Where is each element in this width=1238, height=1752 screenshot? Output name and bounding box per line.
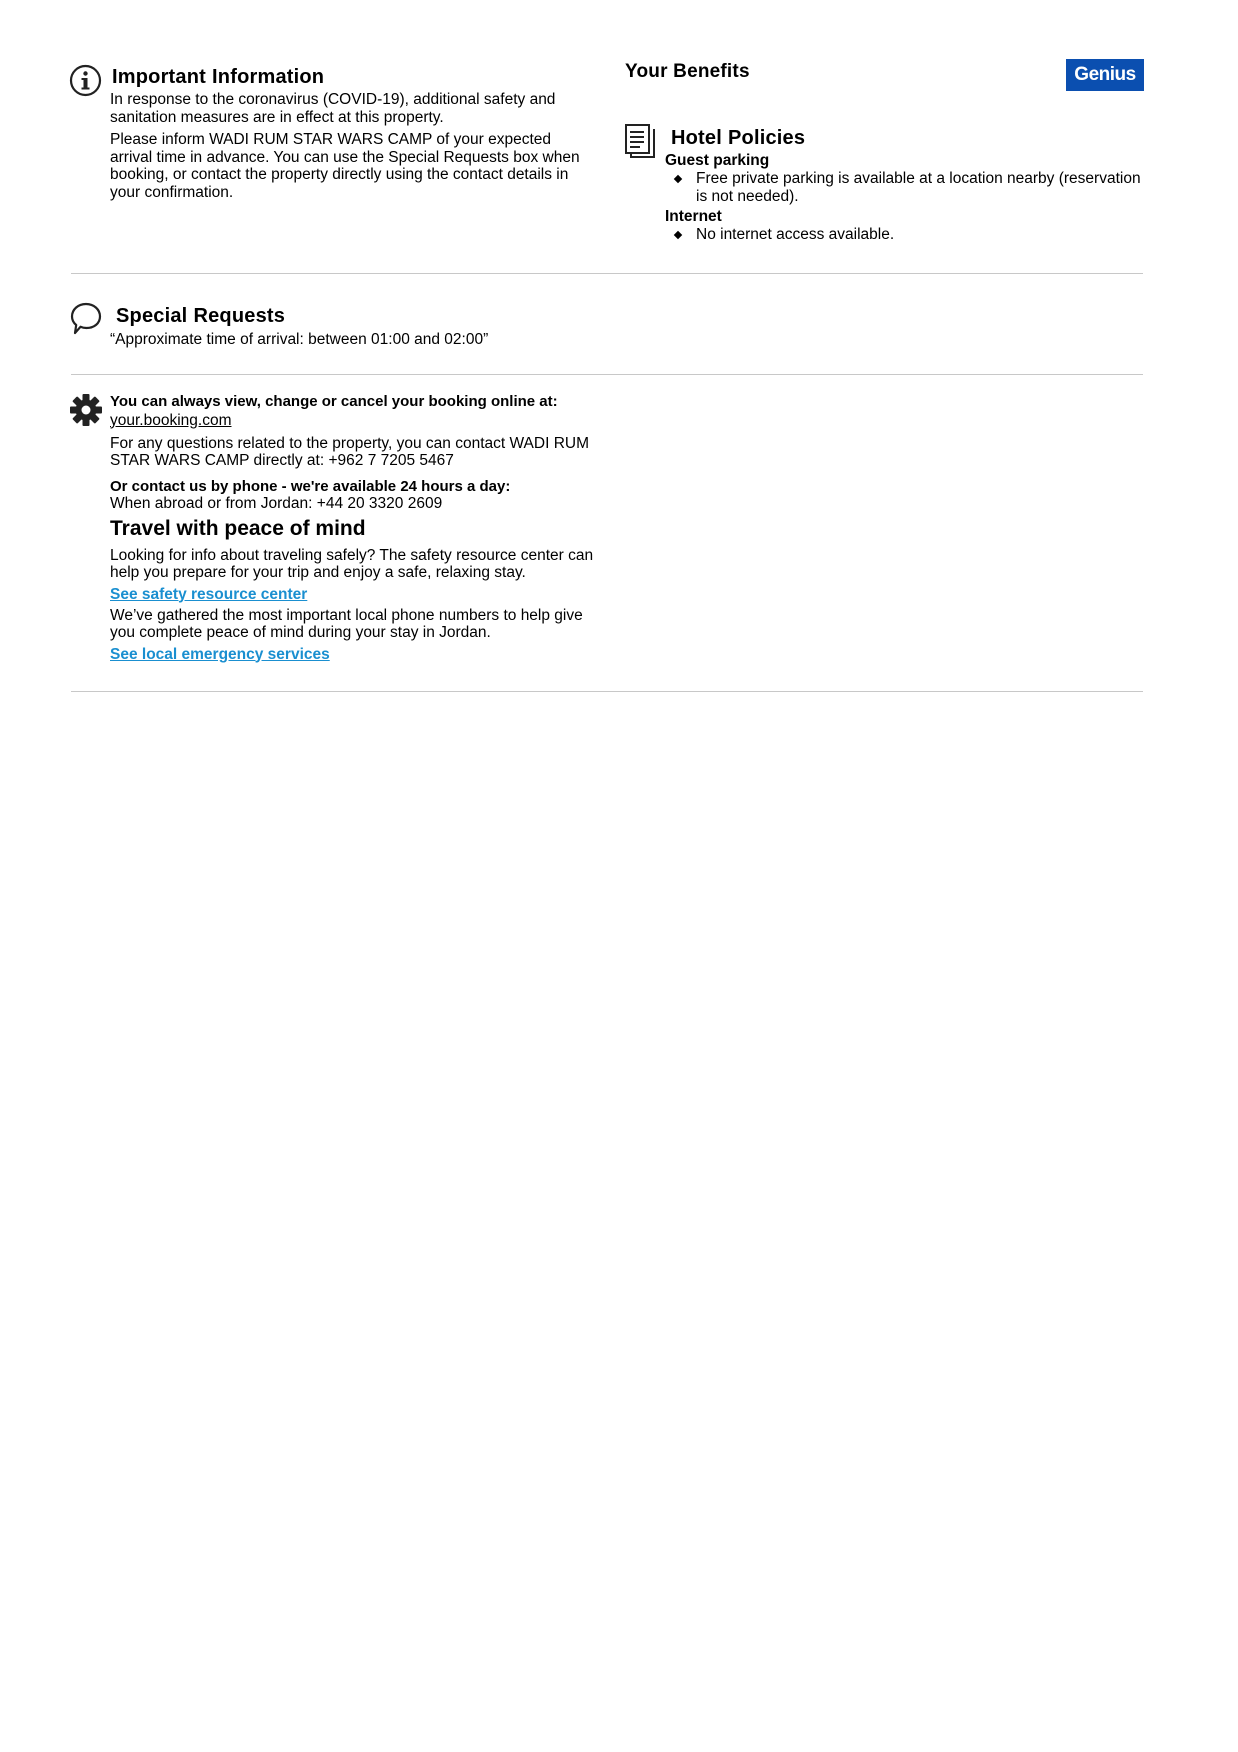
policy-list [665,170,1145,205]
genius-badge: Genius [1066,59,1144,91]
divider [71,273,1143,274]
phone-contact-notice: Or contact us by phone - we're available 24 hours a day: [110,477,511,495]
important-information-body [110,91,590,201]
gear-icon [69,393,103,427]
special-requests-title: Special Requests [116,305,286,327]
your-benefits-title: Your Benefits [625,61,750,82]
speech-bubble-icon [69,301,103,337]
policy-group-label: Internet [665,208,722,225]
document-icon [624,123,656,159]
special-request-text: “Approximate time of arrival: between 01:00 and 02:00” [110,331,489,348]
manage-booking-section [110,393,610,664]
arrival-notice: Please inform WADI RUM STAR WARS CAMP of your expected arrival time in advance. You can use the Special Requests box when booking, or contact the property directly using the contact details in your confirmation. [110,131,580,201]
divider [71,691,1143,692]
list-item: Free private parking is available at a location nearby (reservation is not needed). [665,170,1145,205]
phone-line: When abroad or from Jordan: +44 20 3320 2609 [110,495,443,512]
local-emergency-services-link[interactable]: See local emergency services [110,645,330,663]
hotel-policies-body [665,152,1145,244]
important-information-title: Important Information [112,66,325,88]
manage-booking-notice: You can always view, change or cancel your booking online at: [110,393,558,410]
booking-site-link[interactable]: your.booking.com [110,411,232,429]
travel-peace-of-mind-title: Travel with peace of mind [110,516,366,540]
contact-property-text: For any questions related to the property, you can contact WADI RUM STAR WARS CAMP directly at: +962 7 7205 5467 [110,434,589,469]
hotel-policies-title: Hotel Policies [671,127,806,149]
safety-info-text: Looking for info about traveling safely? The safety resource center can help you prepare for your trip and enjoy a safe, relaxing stay. [110,546,594,581]
divider [71,374,1143,375]
list-item: No internet access available. [665,226,1145,244]
bullet-icon [674,175,682,183]
bullet-icon [674,231,682,239]
safety-resource-center-link[interactable]: See safety resource center [110,585,308,603]
emergency-info-text: We’ve gathered the most important local phone numbers to help give you complete peace of mind during your stay in Jordan. [110,606,583,641]
info-icon [69,64,103,98]
covid-notice: In response to the coronavirus (COVID-19), additional safety and sanitation measures are in effect at this property. [110,91,556,126]
policy-group-label: Guest parking [665,152,770,169]
policy-list [665,226,1145,244]
